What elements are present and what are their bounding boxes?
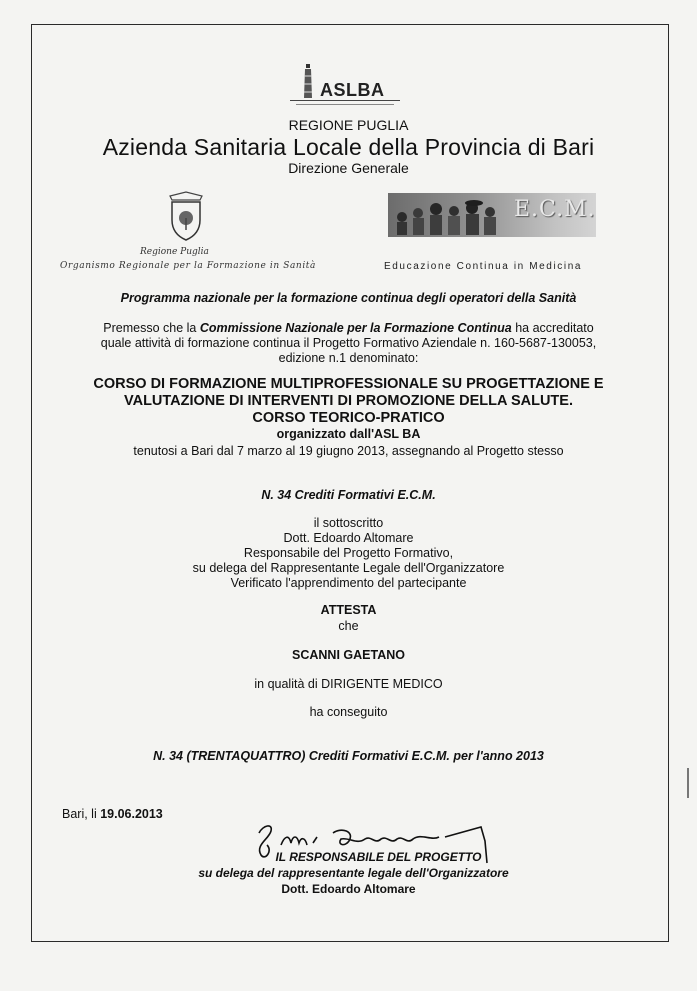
premesso-line-2: quale attività di formazione continua il Progetto Formativo Aziendale n. 160-5687-130053, — [100, 336, 597, 350]
credits-earned: N. 34 (TRENTAQUATTRO) Crediti Formativi E.C.M. per l'anno 2013 — [153, 749, 544, 763]
participant-role: in qualità di DIRIGENTE MEDICO — [254, 677, 443, 691]
commissione-name: Commissione Nazionale per la Formazione Continua — [199, 321, 512, 335]
organization-name: Azienda Sanitaria Locale della Provincia di Bari — [102, 134, 595, 160]
place-label: Bari, li — [62, 807, 101, 821]
premesso-post: ha accreditato — [511, 321, 594, 335]
people-group-icon — [392, 199, 510, 235]
regione-puglia-emblem-icon — [160, 190, 212, 242]
attesta-heading: ATTESTA — [320, 603, 377, 617]
course-title-line-1: CORSO DI FORMAZIONE MULTIPROFESSIONALE SU PROGETTAZIONE E — [93, 376, 604, 392]
conseguito-text: ha conseguito — [309, 705, 388, 719]
organismo-regionale-label: Organismo Regionale per la Formazione in Sanità — [60, 261, 316, 271]
regione-puglia-label: Regione Puglia — [140, 247, 209, 257]
credits-assigned: N. 34 Crediti Formativi E.C.M. — [261, 488, 436, 502]
logo-rule — [296, 104, 394, 105]
signatory-line-1: il sottoscritto — [313, 516, 384, 530]
premesso-line-1 — [0, 321, 697, 336]
organizer-line: organizzato dall'ASL BA — [276, 427, 421, 441]
signatory-line-5: Verificato l'apprendimento del partecipante — [230, 576, 467, 590]
course-title-line-3: CORSO TEORICO-PRATICO — [252, 410, 445, 426]
lighthouse-icon — [302, 64, 314, 98]
programma-heading: Programma nazionale per la formazione continua degli operatori della Sanità — [120, 291, 577, 305]
premesso-paragraph — [0, 321, 697, 366]
signatory-line-2: Dott. Edoardo Altomare — [283, 531, 414, 545]
course-title-line-2: VALUTAZIONE DI INTERVENTI DI PROMOZIONE DELLA SALUTE. — [124, 393, 573, 409]
premesso-pre: Premesso che la — [103, 321, 200, 335]
ecm-logo-text: E.C.M. — [514, 197, 596, 222]
responsabile-name: Dott. Edoardo Altomare — [281, 882, 416, 896]
course-title — [0, 376, 697, 427]
signatory-block — [0, 516, 697, 591]
che-text: che — [338, 619, 359, 633]
participant-name: SCANNI GAETANO — [292, 648, 405, 662]
signatory-line-3: Responsabile del Progetto Formativo, — [243, 546, 454, 560]
issue-date: 19.06.2013 — [100, 807, 163, 821]
responsabile-delega: su delega del rappresentante legale dell'Organizzatore — [198, 866, 509, 880]
place-date — [62, 807, 163, 821]
ecm-caption: Educazione Continua in Medicina — [384, 261, 583, 272]
department-name: Direzione Generale — [288, 160, 409, 176]
asl-logo-text: ASLBA — [320, 80, 385, 100]
responsabile-title: IL RESPONSABILE DEL PROGETTO — [275, 850, 482, 864]
premesso-line-3: edizione n.1 denominato: — [278, 351, 419, 365]
ecm-banner — [388, 193, 596, 237]
asl-ba-logo — [290, 62, 400, 108]
signatory-line-4: su delega del Rappresentante Legale dell'Organizzatore — [192, 561, 505, 575]
scan-edge-mark — [687, 768, 689, 798]
logo-rule — [290, 100, 400, 101]
dates-line: tenutosi a Bari dal 7 marzo al 19 giugno 2013, assegnando al Progetto stesso — [133, 444, 564, 458]
region-name: REGIONE PUGLIA — [288, 117, 409, 133]
